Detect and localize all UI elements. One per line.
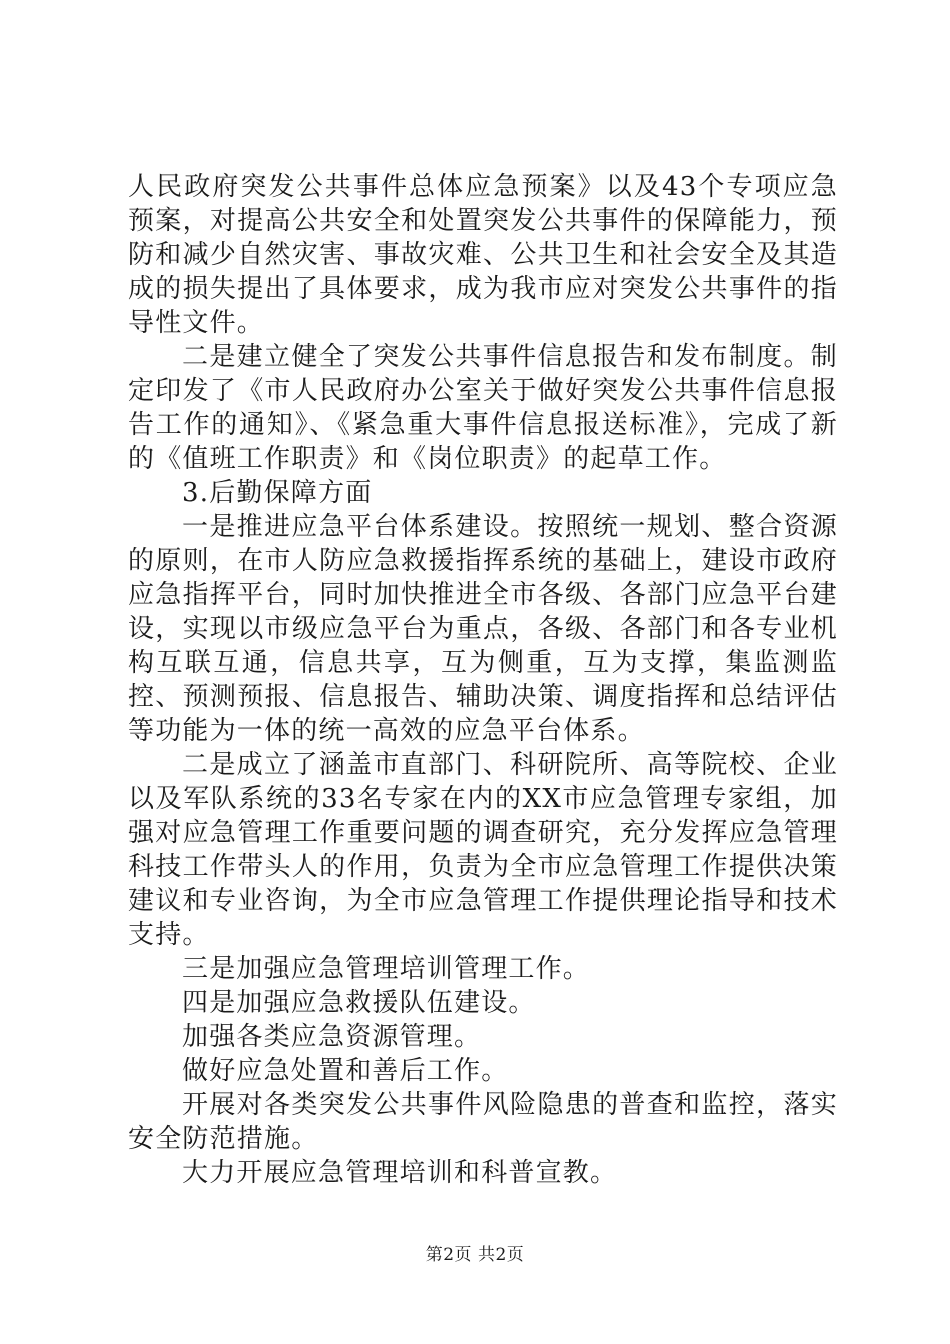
paragraph-emergency-platform: 一是推进应急平台体系建设。按照统一规划、整合资源的原则，在市人防应急救援指挥系统的基础上，建设市政府应急指挥平台，同时加快推进全市各级、各部门应急平台建设，实现以市级应急平台为重点，各级、各部门和各专业机构互联互通，信息共享，互为侧重，互为支撑，集监测监控、预测预报、信息报告、辅助决策、调度指挥和总结评估等功能为一体的统一高效的应急平台体系。 [128,512,838,746]
paragraph-resource-management: 加强各类应急资源管理。 [182,1022,482,1052]
page-number-footer: 第2页 共2页 [425,1245,525,1265]
document-body [128,170,838,1190]
paragraph-info-report-system: 二是建立健全了突发公共事件信息报告和发布制度。制定印发了《市人民政府办公室关于做好突发公共事件信息报告工作的通知》、《紧急重大事件信息报送标准》，完成了新的《值班工作职责》和《岗位职责》的起草工作。 [128,342,838,474]
paragraph-expert-group: 二是成立了涵盖市直部门、科研院所、高等院校、企业以及军队系统的33名专家在内的XX市应急管理专家组，加强对应急管理工作重要问题的调查研究，充分发挥应急管理科技工作带头人的作用，负责为全市应急管理工作提供决策建议和专业咨询，为全市应急管理工作提供理论指导和技术支持。 [128,750,838,950]
paragraph-training-education: 大力开展应急管理培训和科普宣教。 [182,1158,618,1188]
paragraph-continued-plan: 人民政府突发公共事件总体应急预案》以及43个专项应急预案，对提高公共安全和处置突发公共事件的保障能力，预防和减少自然灾害、事故灾难、公共卫生和社会安全及其造成的损失提出了具体要求，成为我市应对突发公共事件的指导性文件。 [128,172,838,338]
paragraph-rescue-team: 四是加强应急救援队伍建设。 [182,988,536,1018]
section-heading-logistics: 3.后勤保障方面 [182,478,373,508]
paragraph-training-management: 三是加强应急管理培训管理工作。 [182,954,591,984]
paragraph-disposal-aftermath: 做好应急处置和善后工作。 [182,1056,509,1086]
paragraph-risk-survey: 开展对各类突发公共事件风险隐患的普查和监控，落实安全防范措施。 [128,1090,838,1154]
